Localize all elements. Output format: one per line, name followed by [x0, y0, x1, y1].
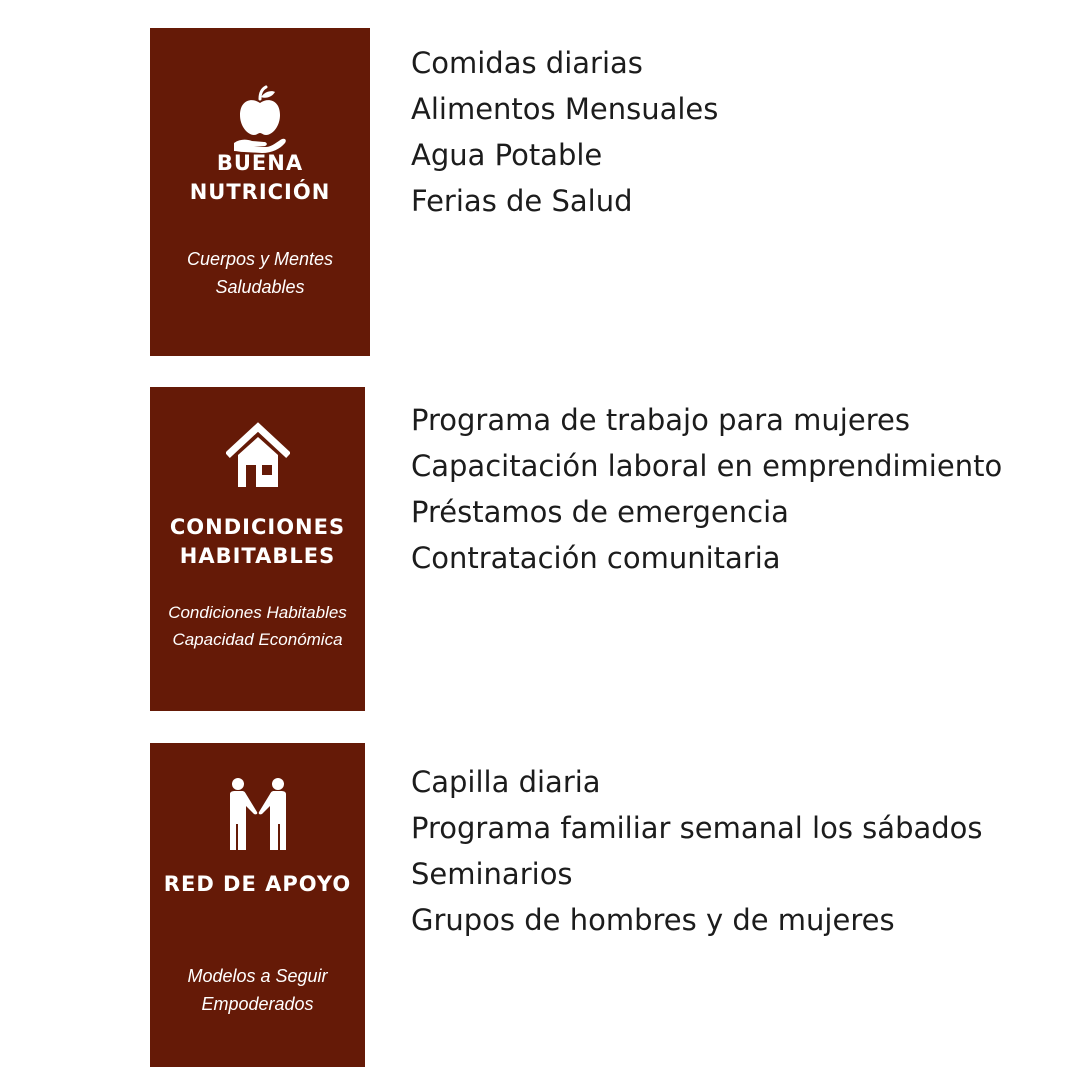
list-item: Agua Potable [411, 138, 603, 172]
apple-in-hand-icon [150, 85, 370, 153]
subtitle-line: Condiciones Habitables [168, 603, 347, 622]
title-line: BUENA [216, 151, 304, 175]
list-item: Contratación comunitaria [411, 541, 781, 575]
nutrition-subtitle [150, 245, 370, 301]
list-item: Alimentos Mensuales [411, 92, 719, 126]
list-item: Comidas diarias [411, 46, 643, 80]
title-line: CONDICIONES [169, 515, 346, 539]
list-item: Ferias de Salud [411, 184, 633, 218]
support-list [411, 759, 983, 943]
nutrition-title [150, 149, 370, 207]
housing-list [411, 397, 1002, 581]
list-item: Programa familiar semanal los sábados [411, 811, 983, 845]
title-line: HABITABLES [179, 544, 336, 568]
nutrition-card [150, 28, 370, 356]
subtitle-line: Cuerpos y Mentes [186, 249, 334, 269]
list-item: Seminarios [411, 857, 573, 891]
title-line: NUTRICIÓN [189, 180, 331, 204]
list-item: Grupos de hombres y de mujeres [411, 903, 895, 937]
support-card [150, 743, 365, 1067]
list-item: Capilla diaria [411, 765, 601, 799]
list-item: Programa de trabajo para mujeres [411, 403, 910, 437]
nutrition-list [411, 40, 718, 224]
support-subtitle [150, 962, 365, 1018]
subtitle-line: Capacidad Económica [172, 630, 343, 649]
house-icon [150, 421, 365, 487]
subtitle-line: Saludables [215, 277, 305, 297]
people-holding-hands-icon [150, 778, 365, 852]
list-item: Capacitación laboral en emprendimiento [411, 449, 1003, 483]
housing-card [150, 387, 365, 711]
housing-subtitle [150, 599, 365, 653]
list-item: Préstamos de emergencia [411, 495, 789, 529]
title-line: RED DE APOYO [163, 872, 352, 896]
housing-title [150, 513, 365, 571]
support-title [150, 870, 365, 899]
subtitle-line: Modelos a Seguir [187, 966, 328, 986]
subtitle-line: Empoderados [201, 994, 314, 1014]
